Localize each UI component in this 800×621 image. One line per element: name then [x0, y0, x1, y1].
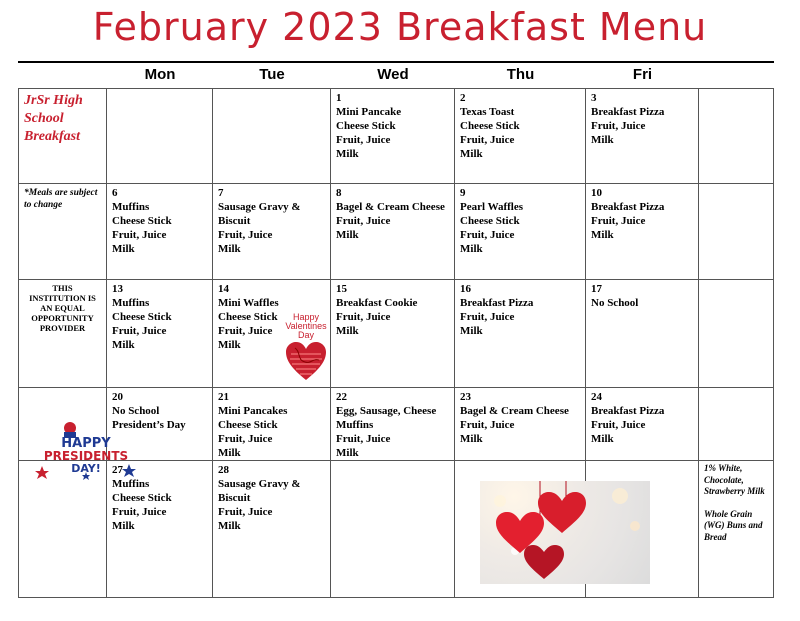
menu-item: Fruit, Juice — [591, 120, 646, 132]
menu-item: Mini Waffles — [218, 297, 279, 309]
menu-item: Cheese Stick — [112, 215, 172, 227]
day-number: 10 — [591, 187, 602, 199]
menu-item: Fruit, Juice — [591, 215, 646, 227]
menu-item: Fruit, Juice — [218, 433, 273, 445]
day-cell — [455, 184, 586, 280]
page-title: February 2023 Breakfast Menu — [92, 5, 708, 49]
menu-item: Breakfast Cookie — [336, 297, 418, 309]
menu-item: Cheese Stick — [112, 492, 172, 504]
menu-item: Cheese Stick — [460, 215, 520, 227]
menu-item: Muffins — [336, 419, 374, 431]
meals-note: *Meals are subject to change — [18, 184, 107, 280]
menu-item: Muffins — [112, 478, 150, 490]
menu-item: Texas Toast — [460, 106, 515, 118]
presidents-word: PRESIDENTS — [43, 449, 129, 463]
menu-item: Milk — [591, 229, 614, 241]
school-label — [18, 88, 107, 184]
valentine-text: Valentines — [285, 321, 327, 331]
menu-item: Muffins — [112, 297, 150, 309]
menu-item: Milk — [336, 229, 359, 241]
day-number: 21 — [218, 391, 229, 403]
day-cell — [331, 184, 455, 280]
heart-icon — [283, 340, 329, 382]
school-label-line: Breakfast — [24, 129, 80, 144]
day-number: 3 — [591, 92, 597, 104]
menu-item: Sausage Gravy & — [218, 201, 301, 213]
menu-calendar — [18, 61, 774, 598]
day-number: 17 — [591, 283, 602, 295]
menu-item: Fruit, Juice — [218, 325, 273, 337]
day-number: 28 — [218, 464, 229, 476]
menu-item: Cheese Stick — [112, 311, 172, 323]
menu-item: Milk — [218, 243, 241, 255]
menu-item: Fruit, Juice — [336, 134, 391, 146]
school-label-line: JrSr High — [24, 93, 83, 108]
menu-item: Fruit, Juice — [591, 419, 646, 431]
day-cell — [455, 88, 586, 184]
day-cell — [331, 88, 455, 184]
menu-item: Milk — [336, 325, 359, 337]
menu-item: Fruit, Juice — [336, 433, 391, 445]
menu-item: Milk — [591, 433, 614, 445]
day-number: 15 — [336, 283, 347, 295]
side-cell — [699, 388, 774, 461]
menu-item: Fruit, Juice — [336, 215, 391, 227]
menu-item: Bagel & Cream Cheese — [336, 201, 445, 213]
menu-item: Breakfast Pizza — [591, 201, 665, 213]
menu-item: Fruit, Juice — [112, 229, 167, 241]
menu-item: Breakfast Pizza — [460, 297, 534, 309]
day-number: 6 — [112, 187, 118, 199]
menu-item: Milk — [218, 447, 241, 459]
menu-item: Milk — [460, 243, 483, 255]
menu-item: Egg, Sausage, Cheese — [336, 405, 437, 417]
menu-item: Milk — [460, 148, 483, 160]
day-cell — [331, 461, 455, 598]
menu-item: Pearl Waffles — [460, 201, 524, 213]
day-header-tue: Tue — [259, 66, 285, 83]
hearts-image — [480, 481, 650, 584]
day-cell — [586, 88, 699, 184]
valentines-day-graphic — [283, 313, 329, 385]
presidents-day-graphic — [34, 420, 138, 482]
day-number: 13 — [112, 283, 123, 295]
presidents-word: DAY! — [71, 462, 101, 475]
menu-item: Fruit, Juice — [460, 229, 515, 241]
day-number: 14 — [218, 283, 229, 295]
day-number: 24 — [591, 391, 602, 403]
day-cell — [107, 88, 213, 184]
menu-item: Fruit, Juice — [112, 325, 167, 337]
hearts-photo — [480, 481, 650, 584]
day-header-wed: Wed — [377, 66, 409, 83]
day-number: 7 — [218, 187, 224, 199]
menu-item: Cheese Stick — [460, 120, 520, 132]
milk-legend: 1% White, Chocolate, Strawberry Milk — [704, 463, 765, 496]
menu-item: Bagel & Cream Cheese — [460, 405, 569, 417]
day-cell — [586, 388, 699, 461]
day-cell — [213, 388, 331, 461]
valentine-text: Happy — [292, 312, 319, 322]
day-number: 2 — [460, 92, 466, 104]
menu-item: Biscuit — [218, 492, 251, 504]
day-cell — [213, 184, 331, 280]
menu-item: Fruit, Juice — [460, 419, 515, 431]
day-number: 23 — [460, 391, 471, 403]
menu-item: Mini Pancake — [336, 106, 402, 118]
presidents-word: HAPPY — [61, 436, 111, 451]
day-cell — [586, 280, 699, 388]
menu-item: Mini Pancakes — [218, 405, 288, 417]
menu-item: Milk — [460, 433, 483, 445]
side-cell — [699, 280, 774, 388]
day-number: 8 — [336, 187, 342, 199]
day-number: 20 — [112, 391, 123, 403]
day-header-fri: Fri — [632, 66, 653, 83]
legend-cell — [699, 461, 774, 598]
menu-item: Fruit, Juice — [460, 134, 515, 146]
menu-item: Fruit, Juice — [336, 311, 391, 323]
menu-item: Milk — [591, 134, 614, 146]
day-header-mon: Mon — [144, 66, 176, 83]
whole-grain-legend: Whole Grain (WG) Buns and Bread — [704, 508, 763, 542]
menu-item: Cheese Stick — [218, 311, 278, 323]
menu-item: Fruit, Juice — [460, 311, 515, 323]
menu-item: Breakfast Pizza — [591, 405, 665, 417]
menu-item: Fruit, Juice — [112, 506, 167, 518]
header-spacer-left — [18, 61, 107, 88]
day-cell — [331, 388, 455, 461]
menu-item: Sausage Gravy & — [218, 478, 301, 490]
day-cell — [586, 184, 699, 280]
day-number: 27 — [112, 464, 123, 476]
menu-item: Muffins — [112, 201, 150, 213]
menu-item: Milk — [218, 339, 241, 351]
valentine-text: Day — [297, 330, 314, 340]
day-cell — [331, 280, 455, 388]
menu-item: Biscuit — [218, 215, 251, 227]
menu-item: Milk — [460, 325, 483, 337]
menu-item: No School — [112, 405, 160, 417]
menu-item: Milk — [336, 447, 359, 459]
day-cell — [455, 388, 586, 461]
day-number: 22 — [336, 391, 347, 403]
day-cell — [107, 280, 213, 388]
menu-item: Fruit, Juice — [218, 229, 273, 241]
day-number: 9 — [460, 187, 466, 199]
menu-item: Fruit, Juice — [218, 506, 273, 518]
menu-item: Breakfast Pizza — [591, 106, 665, 118]
day-cell — [107, 184, 213, 280]
menu-item: Milk — [112, 243, 135, 255]
day-cell — [455, 280, 586, 388]
header-spacer-right — [699, 61, 774, 88]
menu-item: Milk — [336, 148, 359, 160]
day-number: 16 — [460, 283, 471, 295]
menu-item: Milk — [112, 339, 135, 351]
school-label-line: School — [24, 111, 64, 126]
day-cell — [213, 88, 331, 184]
menu-item: Milk — [218, 520, 241, 532]
menu-item: Cheese Stick — [336, 120, 396, 132]
side-cell — [699, 88, 774, 184]
day-cell — [213, 461, 331, 598]
menu-item: No School — [591, 297, 639, 309]
day-header-thu: Thu — [506, 66, 535, 83]
equal-opportunity-statement: THIS INSTITUTION IS AN EQUAL OPPORTUNITY PROVIDER — [18, 280, 107, 388]
day-number: 1 — [336, 92, 342, 104]
side-cell — [699, 184, 774, 280]
menu-item: Milk — [112, 520, 135, 532]
menu-item: Cheese Stick — [218, 419, 278, 431]
menu-item: President’s Day — [112, 419, 186, 431]
